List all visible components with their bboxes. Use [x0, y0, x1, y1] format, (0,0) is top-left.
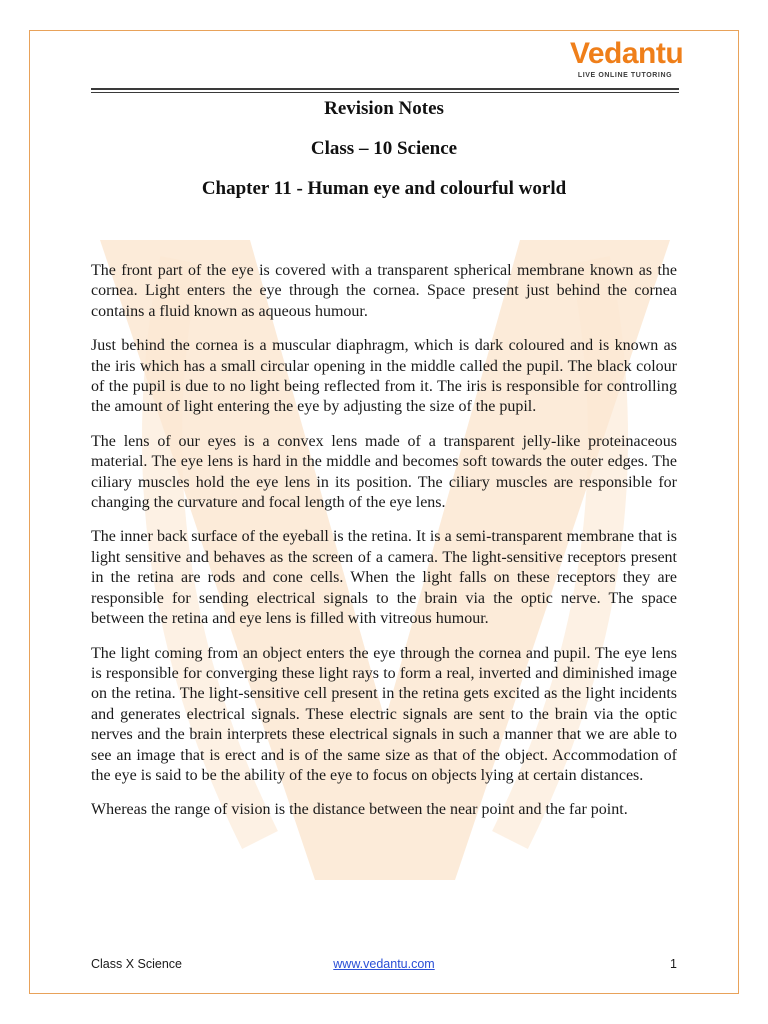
- page-title: Revision Notes: [324, 98, 444, 119]
- page-number: 1: [670, 957, 677, 971]
- paragraph-cornea: The front part of the eye is covered with a transparent spherical membrane known as the cornea. Light enters the eye through the cornea. Space present just behind the cornea contains a fluid known as aqueous humour.: [91, 262, 677, 320]
- paragraph-range-of-vision: Whereas the range of vision is the distance between the near point and the far point.: [91, 801, 628, 819]
- paragraph-image-formation: The light coming from an object enters the eye through the cornea and pupil. The eye lens is responsible for converging these light rays to form a real, inverted and diminished image on the retina. The light-sensitive cell present in the retina gets excited as the light incidents and generates electrical signals. These electric signals are sent to the brain via the optic nerves and the brain interprets these electrical signals in such a manner that we are able to see an image that is erect and is of the same size as that of the object. Accommodation of the eye is said to be the ability of the eye to focus on objects lying at certain distances.: [91, 644, 677, 784]
- vedantu-logo[interactable]: [570, 36, 684, 82]
- paragraph-retina: The inner back surface of the eyeball is the retina. It is a semi-transparent membrane that is light sensitive and behaves as the screen of a camera. The light-sensitive receptors present in the retina are rods and cone cells. When the light falls on these receptors they are responsible for sending electrical signals to the brain via the optic nerve. The space between the retina and eye lens is filled with vitreous humour.: [91, 528, 677, 628]
- header-divider-thin: [91, 92, 679, 93]
- logo-wordmark: Vedantu: [570, 37, 684, 70]
- logo-tagline: LIVE ONLINE TUTORING: [577, 72, 673, 79]
- footer-class-label: Class X Science: [91, 957, 183, 971]
- paragraph-iris: Just behind the cornea is a muscular diaphragm, which is dark coloured and is known as the iris which has a small circular opening in the middle called the pupil. The black colour of the pupil is due to no light being reflected from it. The iris is responsible for controlling the amount of light entering the eye by adjusting the size of the pupil.: [91, 337, 677, 416]
- page-footer: [91, 957, 677, 975]
- paragraph-lens: The lens of our eyes is a convex lens made of a transparent jelly-like proteinaceous material. The eye lens is hard in the middle and becomes soft towards the outer edges. The ciliary muscles hold the eye lens in its position. The ciliary muscles are responsible for changing the curvature and focal length of the eye lens.: [91, 432, 677, 512]
- notes-body: [91, 261, 677, 835]
- footer-website-link[interactable]: www.vedantu.com: [333, 957, 435, 971]
- chapter-title: Chapter 11 - Human eye and colourful world: [201, 178, 567, 199]
- header-divider: [91, 88, 679, 90]
- class-subtitle: Class – 10 Science: [310, 138, 458, 159]
